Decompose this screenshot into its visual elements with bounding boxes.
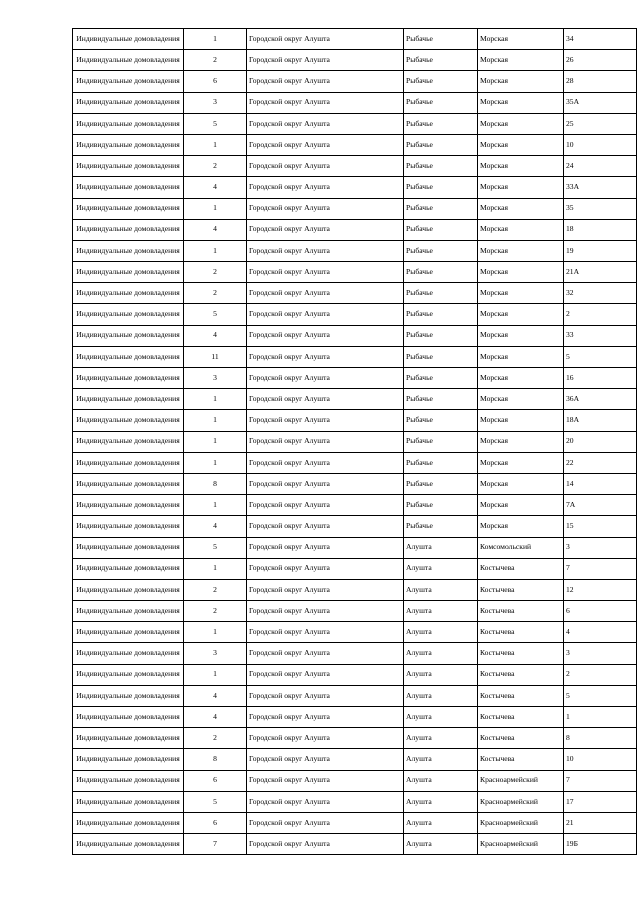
cell-count: 4 [184,177,247,198]
cell-locality: Рыбачье [404,198,478,219]
cell-street: Красноармейский [478,834,564,855]
cell-district: Городской округ Алушта [247,643,404,664]
cell-district: Городской округ Алушта [247,834,404,855]
cell-count: 2 [184,283,247,304]
cell-house: 3 [564,643,637,664]
cell-house: 12 [564,579,637,600]
cell-object-type: Индивидуальные домовладения [73,29,184,50]
cell-house: 17 [564,791,637,812]
cell-house: 24 [564,156,637,177]
table-row [73,791,637,812]
cell-district: Городской округ Алушта [247,473,404,494]
cell-count: 6 [184,71,247,92]
cell-street: Морская [478,156,564,177]
cell-object-type: Индивидуальные домовладения [73,749,184,770]
cell-district: Городской округ Алушта [247,728,404,749]
cell-house: 3 [564,537,637,558]
cell-street: Морская [478,516,564,537]
cell-street: Костычева [478,643,564,664]
cell-locality: Рыбачье [404,473,478,494]
cell-count: 8 [184,473,247,494]
cell-locality: Рыбачье [404,325,478,346]
cell-locality: Алушта [404,749,478,770]
cell-locality: Алушта [404,664,478,685]
cell-house: 5 [564,346,637,367]
table-row [73,452,637,473]
cell-locality: Алушта [404,558,478,579]
cell-count: 6 [184,770,247,791]
cell-object-type: Индивидуальные домовладения [73,728,184,749]
cell-house: 25 [564,113,637,134]
cell-district: Городской округ Алушта [247,92,404,113]
cell-object-type: Индивидуальные домовладения [73,516,184,537]
cell-street: Морская [478,29,564,50]
cell-house: 33А [564,177,637,198]
cell-locality: Рыбачье [404,304,478,325]
table-row [73,834,637,855]
cell-locality: Рыбачье [404,410,478,431]
cell-district: Городской округ Алушта [247,262,404,283]
cell-count: 2 [184,579,247,600]
cell-object-type: Индивидуальные домовладения [73,198,184,219]
cell-locality: Алушта [404,601,478,622]
cell-street: Морская [478,495,564,516]
cell-street: Морская [478,262,564,283]
table-row [73,219,637,240]
cell-object-type: Индивидуальные домовладения [73,240,184,261]
cell-object-type: Индивидуальные домовладения [73,622,184,643]
cell-locality: Рыбачье [404,113,478,134]
cell-street: Морская [478,134,564,155]
cell-locality: Алушта [404,812,478,833]
cell-object-type: Индивидуальные домовладения [73,410,184,431]
cell-object-type: Индивидуальные домовладения [73,325,184,346]
cell-locality: Рыбачье [404,516,478,537]
cell-house: 14 [564,473,637,494]
cell-object-type: Индивидуальные домовладения [73,92,184,113]
cell-house: 34 [564,29,637,50]
cell-house: 6 [564,601,637,622]
cell-locality: Алушта [404,643,478,664]
cell-object-type: Индивидуальные домовладения [73,664,184,685]
cell-count: 2 [184,262,247,283]
cell-count: 4 [184,325,247,346]
cell-district: Городской округ Алушта [247,283,404,304]
cell-count: 1 [184,664,247,685]
cell-house: 20 [564,431,637,452]
cell-count: 1 [184,198,247,219]
cell-district: Городской округ Алушта [247,770,404,791]
cell-count: 3 [184,368,247,389]
cell-street: Морская [478,473,564,494]
table-row [73,240,637,261]
cell-street: Морская [478,198,564,219]
cell-district: Городской округ Алушта [247,346,404,367]
cell-street: Костычева [478,728,564,749]
cell-house: 10 [564,134,637,155]
cell-object-type: Индивидуальные домовладения [73,368,184,389]
cell-object-type: Индивидуальные домовладения [73,643,184,664]
cell-count: 2 [184,50,247,71]
table-row [73,325,637,346]
table-row [73,389,637,410]
table-row [73,749,637,770]
cell-house: 10 [564,749,637,770]
cell-house: 7 [564,558,637,579]
cell-object-type: Индивидуальные домовладения [73,834,184,855]
table-row [73,156,637,177]
table-row [73,601,637,622]
cell-count: 6 [184,812,247,833]
cell-house: 26 [564,50,637,71]
table-row [73,643,637,664]
cell-district: Городской округ Алушта [247,791,404,812]
cell-count: 5 [184,791,247,812]
cell-street: Морская [478,219,564,240]
cell-object-type: Индивидуальные домовладения [73,177,184,198]
cell-count: 2 [184,728,247,749]
cell-locality: Алушта [404,685,478,706]
table-row [73,516,637,537]
cell-house: 2 [564,304,637,325]
cell-district: Городской округ Алушта [247,198,404,219]
cell-street: Красноармейский [478,770,564,791]
cell-object-type: Индивидуальные домовладения [73,283,184,304]
cell-object-type: Индивидуальные домовладения [73,262,184,283]
table-row [73,495,637,516]
cell-house: 7А [564,495,637,516]
cell-locality: Алушта [404,770,478,791]
cell-object-type: Индивидуальные домовладения [73,791,184,812]
cell-locality: Алушта [404,791,478,812]
cell-street: Морская [478,368,564,389]
cell-house: 22 [564,452,637,473]
cell-district: Городской округ Алушта [247,452,404,473]
cell-locality: Рыбачье [404,368,478,389]
table-row [73,29,637,50]
cell-house: 7 [564,770,637,791]
cell-count: 5 [184,537,247,558]
cell-object-type: Индивидуальные домовладения [73,601,184,622]
table-row [73,812,637,833]
cell-object-type: Индивидуальные домовладения [73,473,184,494]
cell-count: 1 [184,389,247,410]
cell-locality: Алушта [404,834,478,855]
table-row [73,728,637,749]
cell-street: Костычева [478,622,564,643]
cell-locality: Рыбачье [404,92,478,113]
cell-house: 1 [564,707,637,728]
cell-district: Городской округ Алушта [247,558,404,579]
cell-street: Комсомольский [478,537,564,558]
cell-street: Морская [478,389,564,410]
cell-district: Городской округ Алушта [247,113,404,134]
cell-house: 19 [564,240,637,261]
document-table [72,28,637,855]
cell-house: 15 [564,516,637,537]
cell-district: Городской округ Алушта [247,325,404,346]
table-row [73,431,637,452]
cell-count: 7 [184,834,247,855]
cell-count: 1 [184,495,247,516]
cell-count: 1 [184,134,247,155]
cell-street: Морская [478,50,564,71]
cell-locality: Алушта [404,728,478,749]
cell-object-type: Индивидуальные домовладения [73,346,184,367]
cell-house: 35А [564,92,637,113]
cell-object-type: Индивидуальные домовладения [73,452,184,473]
cell-district: Городской округ Алушта [247,601,404,622]
cell-street: Морская [478,410,564,431]
cell-count: 1 [184,410,247,431]
cell-house: 32 [564,283,637,304]
cell-object-type: Индивидуальные домовладения [73,113,184,134]
table-row [73,707,637,728]
table-row [73,410,637,431]
cell-district: Городской округ Алушта [247,685,404,706]
cell-locality: Рыбачье [404,240,478,261]
cell-object-type: Индивидуальные домовладения [73,156,184,177]
table-row [73,177,637,198]
cell-locality: Рыбачье [404,50,478,71]
cell-object-type: Индивидуальные домовладения [73,389,184,410]
cell-district: Городской округ Алушта [247,71,404,92]
cell-locality: Рыбачье [404,431,478,452]
cell-district: Городской округ Алушта [247,29,404,50]
cell-house: 36А [564,389,637,410]
cell-district: Городской округ Алушта [247,389,404,410]
cell-locality: Рыбачье [404,177,478,198]
table-row [73,71,637,92]
cell-district: Городской округ Алушта [247,219,404,240]
cell-locality: Рыбачье [404,283,478,304]
cell-count: 5 [184,113,247,134]
cell-locality: Рыбачье [404,156,478,177]
cell-locality: Рыбачье [404,219,478,240]
cell-street: Морская [478,346,564,367]
cell-object-type: Индивидуальные домовладения [73,304,184,325]
cell-house: 16 [564,368,637,389]
cell-locality: Рыбачье [404,389,478,410]
cell-district: Городской округ Алушта [247,156,404,177]
cell-object-type: Индивидуальные домовладения [73,431,184,452]
cell-object-type: Индивидуальные домовладения [73,134,184,155]
cell-object-type: Индивидуальные домовладения [73,812,184,833]
cell-district: Городской округ Алушта [247,622,404,643]
cell-object-type: Индивидуальные домовладения [73,219,184,240]
cell-count: 11 [184,346,247,367]
cell-locality: Алушта [404,707,478,728]
cell-object-type: Индивидуальные домовладения [73,770,184,791]
cell-count: 3 [184,92,247,113]
cell-street: Костычева [478,707,564,728]
cell-district: Городской округ Алушта [247,431,404,452]
cell-street: Костычева [478,749,564,770]
cell-count: 2 [184,601,247,622]
table-row [73,283,637,304]
cell-object-type: Индивидуальные домовладения [73,50,184,71]
cell-street: Красноармейский [478,812,564,833]
cell-district: Городской округ Алушта [247,240,404,261]
table-row [73,134,637,155]
cell-count: 1 [184,452,247,473]
table-row [73,368,637,389]
cell-district: Городской округ Алушта [247,749,404,770]
cell-district: Городской округ Алушта [247,495,404,516]
cell-house: 18 [564,219,637,240]
cell-district: Городской округ Алушта [247,50,404,71]
table-row [73,473,637,494]
cell-count: 1 [184,431,247,452]
cell-object-type: Индивидуальные домовладения [73,537,184,558]
table-row [73,262,637,283]
cell-count: 4 [184,707,247,728]
cell-count: 3 [184,643,247,664]
cell-locality: Рыбачье [404,29,478,50]
cell-count: 4 [184,685,247,706]
cell-district: Городской округ Алушта [247,579,404,600]
cell-count: 1 [184,558,247,579]
cell-house: 18А [564,410,637,431]
cell-district: Городской округ Алушта [247,134,404,155]
cell-object-type: Индивидуальные домовладения [73,495,184,516]
cell-district: Городской округ Алушта [247,177,404,198]
cell-district: Городской округ Алушта [247,707,404,728]
table-body [73,29,637,855]
cell-district: Городской округ Алушта [247,368,404,389]
cell-count: 4 [184,516,247,537]
cell-street: Морская [478,240,564,261]
table-row [73,92,637,113]
cell-street: Морская [478,177,564,198]
table-row [73,113,637,134]
cell-locality: Алушта [404,622,478,643]
cell-count: 8 [184,749,247,770]
cell-locality: Рыбачье [404,262,478,283]
table-row [73,198,637,219]
cell-district: Городской округ Алушта [247,812,404,833]
cell-house: 28 [564,71,637,92]
cell-street: Морская [478,92,564,113]
cell-street: Морская [478,283,564,304]
cell-count: 2 [184,156,247,177]
cell-street: Морская [478,71,564,92]
table-row [73,558,637,579]
cell-street: Морская [478,431,564,452]
cell-street: Костычева [478,601,564,622]
cell-locality: Рыбачье [404,134,478,155]
cell-house: 33 [564,325,637,346]
cell-count: 5 [184,304,247,325]
cell-house: 5 [564,685,637,706]
cell-district: Городской округ Алушта [247,664,404,685]
cell-district: Городской округ Алушта [247,516,404,537]
cell-locality: Рыбачье [404,495,478,516]
table-row [73,304,637,325]
table-row [73,685,637,706]
cell-house: 21А [564,262,637,283]
cell-locality: Алушта [404,579,478,600]
cell-street: Морская [478,113,564,134]
table-row [73,346,637,367]
table-row [73,770,637,791]
table-row [73,537,637,558]
cell-object-type: Индивидуальные домовладения [73,685,184,706]
cell-house: 2 [564,664,637,685]
cell-house: 4 [564,622,637,643]
cell-house: 19Б [564,834,637,855]
cell-object-type: Индивидуальные домовладения [73,71,184,92]
cell-count: 4 [184,219,247,240]
cell-district: Городской округ Алушта [247,410,404,431]
table-row [73,622,637,643]
cell-street: Костычева [478,664,564,685]
table-row [73,664,637,685]
table-row [73,579,637,600]
cell-object-type: Индивидуальные домовладения [73,579,184,600]
cell-street: Костычева [478,685,564,706]
cell-street: Морская [478,325,564,346]
cell-district: Городской округ Алушта [247,304,404,325]
cell-street: Морская [478,452,564,473]
cell-count: 1 [184,622,247,643]
cell-house: 8 [564,728,637,749]
cell-locality: Алушта [404,537,478,558]
cell-street: Красноармейский [478,791,564,812]
cell-street: Морская [478,304,564,325]
table-row [73,50,637,71]
cell-locality: Рыбачье [404,346,478,367]
cell-count: 1 [184,240,247,261]
cell-house: 35 [564,198,637,219]
cell-object-type: Индивидуальные домовладения [73,558,184,579]
cell-locality: Рыбачье [404,71,478,92]
cell-district: Городской округ Алушта [247,537,404,558]
cell-locality: Рыбачье [404,452,478,473]
cell-object-type: Индивидуальные домовладения [73,707,184,728]
cell-count: 1 [184,29,247,50]
cell-street: Костычева [478,579,564,600]
cell-house: 21 [564,812,637,833]
cell-street: Костычева [478,558,564,579]
